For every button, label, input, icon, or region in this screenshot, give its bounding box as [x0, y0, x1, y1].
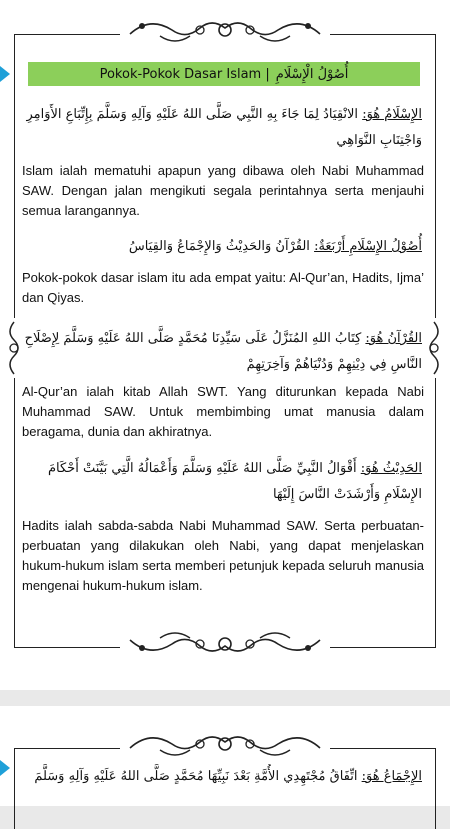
left-side-ornament-icon	[4, 318, 24, 378]
arabic-text: القُرْآنُ وَالحَدِيْثُ وَالإِجْمَاعُ وَالقِيَاسُ	[128, 239, 310, 254]
header-title: Pokok-Pokok Dasar Islam |	[99, 66, 270, 82]
arabic-definition-quran	[22, 326, 422, 378]
arabic-definition-hadits	[22, 456, 422, 508]
next-page-marker-icon	[0, 760, 10, 776]
arabic-term: الإِجْمَاعُ هُوَ:	[361, 769, 422, 784]
paragraph-ushul: Pokok-pokok dasar islam itu ada empat yaitu: Al-Qur’an, Hadits, Ijma’ dan Qiyas.	[22, 270, 424, 305]
arabic-term: القُرْآنُ هُوَ:	[365, 331, 422, 346]
paragraph-hadits: Hadits ialah sabda-sabda Nabi Muhammad SAW. Serta perbuatan-perbuatan yang dilakukan oleh Nabi, yang dapat menjelaskan hukum-hukum islam serta memberi petunjuk kepada seluruh manusia mengenai hukum-hukum islam.	[22, 518, 424, 593]
top-ornament-icon	[120, 10, 330, 50]
next-page-top-ornament-icon	[120, 724, 330, 764]
paragraph-quran: Al-Qur’an ialah kitab Allah SWT. Yang diturunkan kepada Nabi Muhammad SAW. Untuk membimbing umat manusia dalam beragama, dunia dan akhiratnya.	[22, 384, 424, 439]
right-side-ornament-icon	[424, 318, 444, 378]
arabic-text: أَقْوَالُ النَّبِيِّ صَلَّى اللهُ عَلَيْهِ وَسَلَّمَ وَأَعْمَالُهُ الَّتِي بَيَّنَتْ أَحْكَامَ الإِسْلَامِ وَأَرْشَدَتْ النَّاسَ إِلَيْهَا	[47, 461, 422, 502]
arabic-definition-ushul	[22, 234, 422, 260]
arabic-term: أُصُوْلُ الإِسْلَامِ أَرْبَعَةٌ:	[314, 239, 422, 254]
arabic-text: كِتَابُ اللهِ المُنَزَّلُ عَلَى سَيِّدِنَا مُحَمَّدٍ صَلَّى اللهُ عَلَيْهِ وَسَلَّمَ لِإِصْلَاحِ النَّاسِ فِي دِيْنِهِمْ وَدُنْيَاهُمْ وَآخِرَتِهِمْ	[24, 331, 422, 372]
arabic-text: اتِّفَاقُ مُجْتَهِدِي الأُمَّةِ بَعْدَ نَبِيِّهَا مُحَمَّدٍ صَلَّى اللهُ عَلَيْهِ وَآلِهِ وَسَلَّمَ	[34, 769, 358, 784]
arabic-text: الانْقِيَادُ لِمَا جَاءَ بِهِ النَّبِي صَلَّى اللهُ عَلَيْهِ وَآلِهِ وَسَلَّمَ بِإِتِّبَاعِ الأَوَامِرِ وَاجْتِنَابِ النَّوَاهِي	[26, 107, 422, 148]
header-arabic-title: أُصُوْلُ الْإِسْلَامِ	[275, 66, 349, 82]
bottom-ornament-icon	[120, 624, 330, 664]
arabic-definition-ijma	[22, 764, 422, 800]
section-header-bar	[28, 62, 420, 86]
paragraph-islam: Islam ialah mematuhi apapun yang dibawa oleh Nabi Muhammad SAW. Dengan jalan mengikuti segala perintahnya serta menjauhi semua larangannya.	[22, 163, 424, 218]
arabic-term: الحَدِيْثُ هُوَ:	[360, 461, 422, 476]
page-marker-icon	[0, 66, 10, 82]
arabic-definition-islam	[22, 102, 422, 154]
arabic-term: الإِسْلَامُ هُوَ:	[362, 107, 422, 122]
